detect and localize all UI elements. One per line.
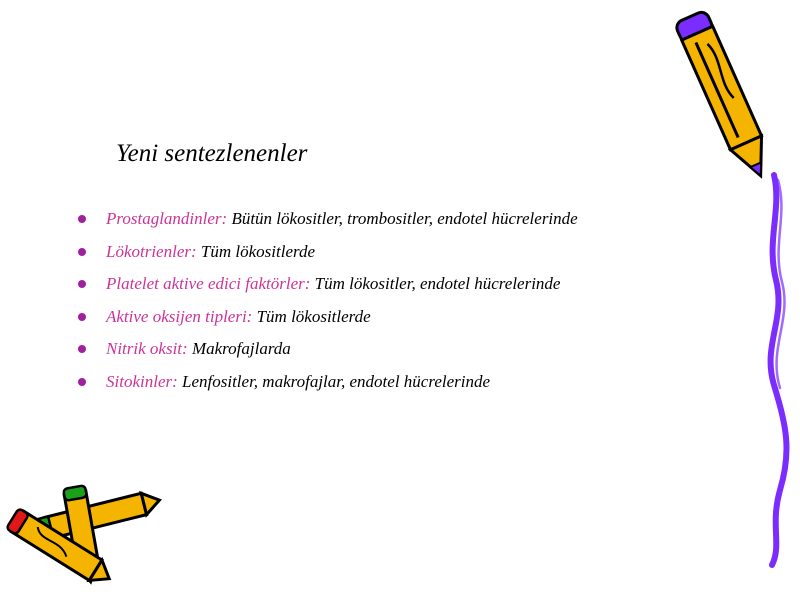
bullet-item: [78, 239, 718, 272]
bullet-item: [78, 336, 718, 369]
bullet-term: Nitrik oksit:: [106, 339, 192, 359]
bullet-term: Sitokinler:: [106, 371, 183, 391]
crayons-clipart-icon: [0, 478, 170, 593]
scribble-line-icon: [752, 170, 800, 570]
bullet-dot: [78, 215, 86, 223]
slide-title: Yeni sentezlenenler: [116, 140, 308, 167]
bullet-list: [78, 206, 718, 402]
bullet-item: [78, 369, 718, 402]
pencil-clipart-icon: [668, 0, 788, 195]
bullet-description: Tüm lökositlerde: [256, 306, 371, 326]
bullet-description: Tüm lökositler, endotel hücrelerinde: [314, 274, 561, 294]
bullet-item: [78, 271, 718, 304]
bullet-description: Makrofajlarda: [191, 339, 291, 359]
bullet-dot: [78, 378, 86, 386]
bullet-term: Aktive oksijen tipleri:: [106, 306, 257, 326]
bullet-item: [78, 304, 718, 337]
bullet-term: Platelet aktive edici faktörler:: [106, 274, 315, 294]
bullet-dot: [78, 280, 86, 288]
bullet-description: Lenfositler, makrofajlar, endotel hücrelerinde: [182, 371, 491, 391]
bullet-dot: [78, 345, 86, 353]
bullet-item: [78, 206, 718, 239]
bullet-dot: [78, 313, 86, 321]
bullet-dot: [78, 248, 86, 256]
bullet-term: Prostaglandinler:: [106, 209, 232, 228]
bullet-description: Tüm lökositlerde: [200, 241, 316, 261]
bullet-term: Lökotrienler:: [106, 241, 201, 261]
bullet-description: Bütün lökositler, trombositler, endotel hücrelerinde: [231, 209, 578, 228]
